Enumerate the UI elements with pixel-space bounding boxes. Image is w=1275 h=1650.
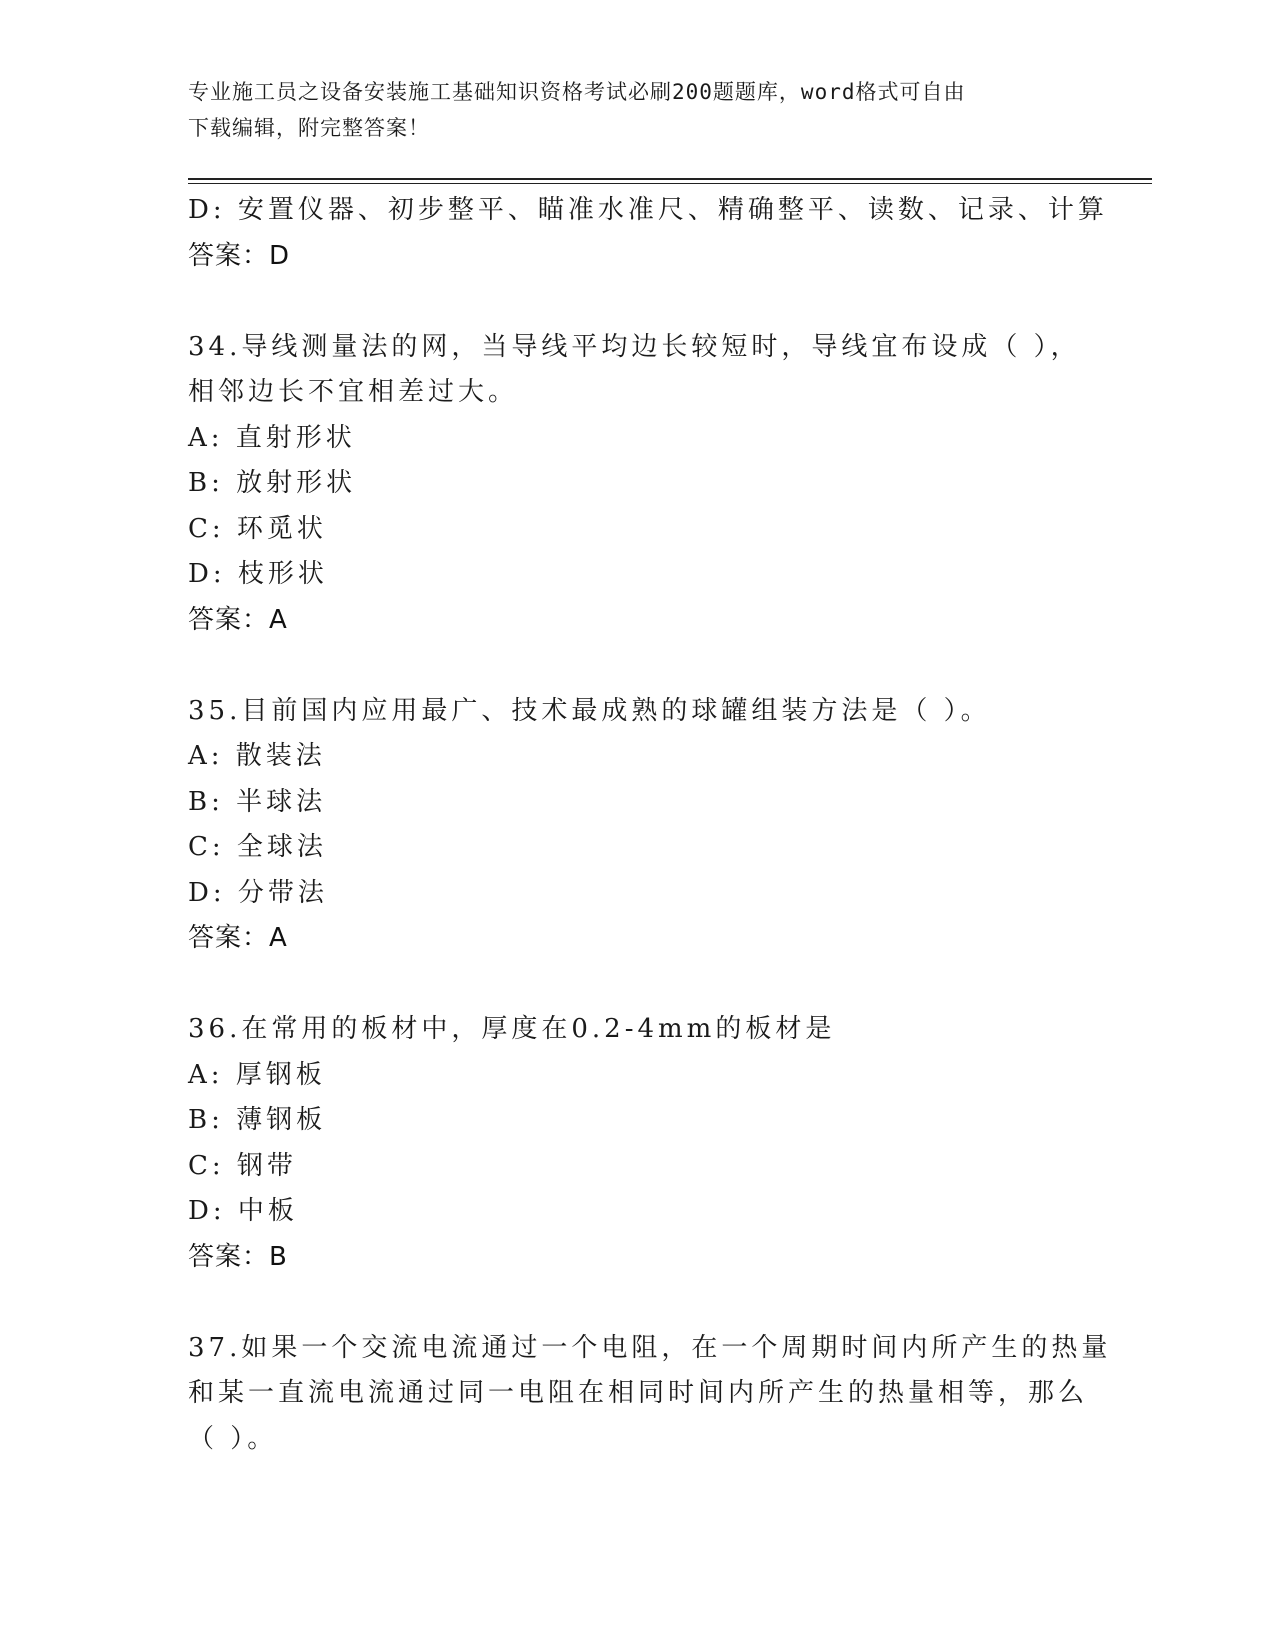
question-36-option-c: C: 钢带 — [188, 1150, 297, 1181]
question-35-text-line-1: 35.目前国内应用最广、技术最成熟的球罐组装方法是（ ）。 — [188, 695, 991, 726]
question-34-option-b: B: 放射形状 — [188, 468, 357, 498]
spacer — [188, 279, 1088, 325]
spacer — [188, 1280, 1088, 1326]
header-line-1: 专业施工员之设备安装施工基础知识资格考试必刷200题题库，word格式可自由 — [188, 80, 966, 104]
question-34-text-line-2: 相邻边长不宜相差过大。 — [188, 377, 519, 407]
question-35-option-c: C: 全球法 — [188, 832, 327, 862]
question-36 — [188, 1007, 1088, 1280]
question-37 — [188, 1326, 1112, 1463]
question-34-text-line-1: 34.导线测量法的网，当导线平均边长较短时，导线宜布设成（ ）， — [188, 331, 1081, 362]
question-34-option-d: D: 枝形状 — [188, 559, 328, 589]
question-36-option-d: D: 中板 — [188, 1196, 298, 1226]
question-34-answer: 答案：A — [188, 604, 288, 635]
header-rule-thin — [188, 183, 1152, 184]
question-34-option-c: C: 环觅状 — [188, 513, 327, 544]
question-36-text-line-1: 36.在常用的板材中，厚度在0.2-4mm的板材是 — [188, 1014, 836, 1044]
question-35 — [188, 689, 1088, 962]
question-35-option-a: A: 散装法 — [188, 741, 326, 771]
question-37-text-line-3: （ ）。 — [188, 1423, 278, 1454]
header-rule-thick — [188, 178, 1152, 180]
question-36-answer: 答案：B — [188, 1241, 288, 1272]
spacer — [188, 643, 1088, 689]
header-line-2: 下载编辑，附完整答案！ — [188, 116, 430, 140]
question-37-text-line-2: 和某一直流电流通过同一电阻在相同时间内所产生的热量相等，那么 — [188, 1378, 1089, 1408]
question-36-option-a: A: 厚钢板 — [188, 1059, 326, 1090]
spacer — [188, 962, 1088, 1008]
document-header — [188, 74, 1088, 146]
question-content — [188, 188, 1112, 1462]
question-34-option-a: A: 直射形状 — [188, 422, 356, 453]
question-35-option-b: B: 半球法 — [188, 786, 327, 817]
carryover-answer: 答案：D — [188, 240, 291, 271]
question-35-answer: 答案：A — [188, 923, 288, 953]
question-35-option-d: D: 分带法 — [188, 877, 328, 908]
carryover-option-d: D: 安置仪器、初步整平、瞄准水准尺、精确整平、读数、记录、计算 — [188, 195, 1108, 225]
question-34 — [188, 325, 1088, 644]
question-37-text-line-1: 37.如果一个交流电流通过一个电阻，在一个周期时间内所产生的热量 — [188, 1332, 1112, 1363]
question-36-option-b: B: 薄钢板 — [188, 1105, 327, 1135]
